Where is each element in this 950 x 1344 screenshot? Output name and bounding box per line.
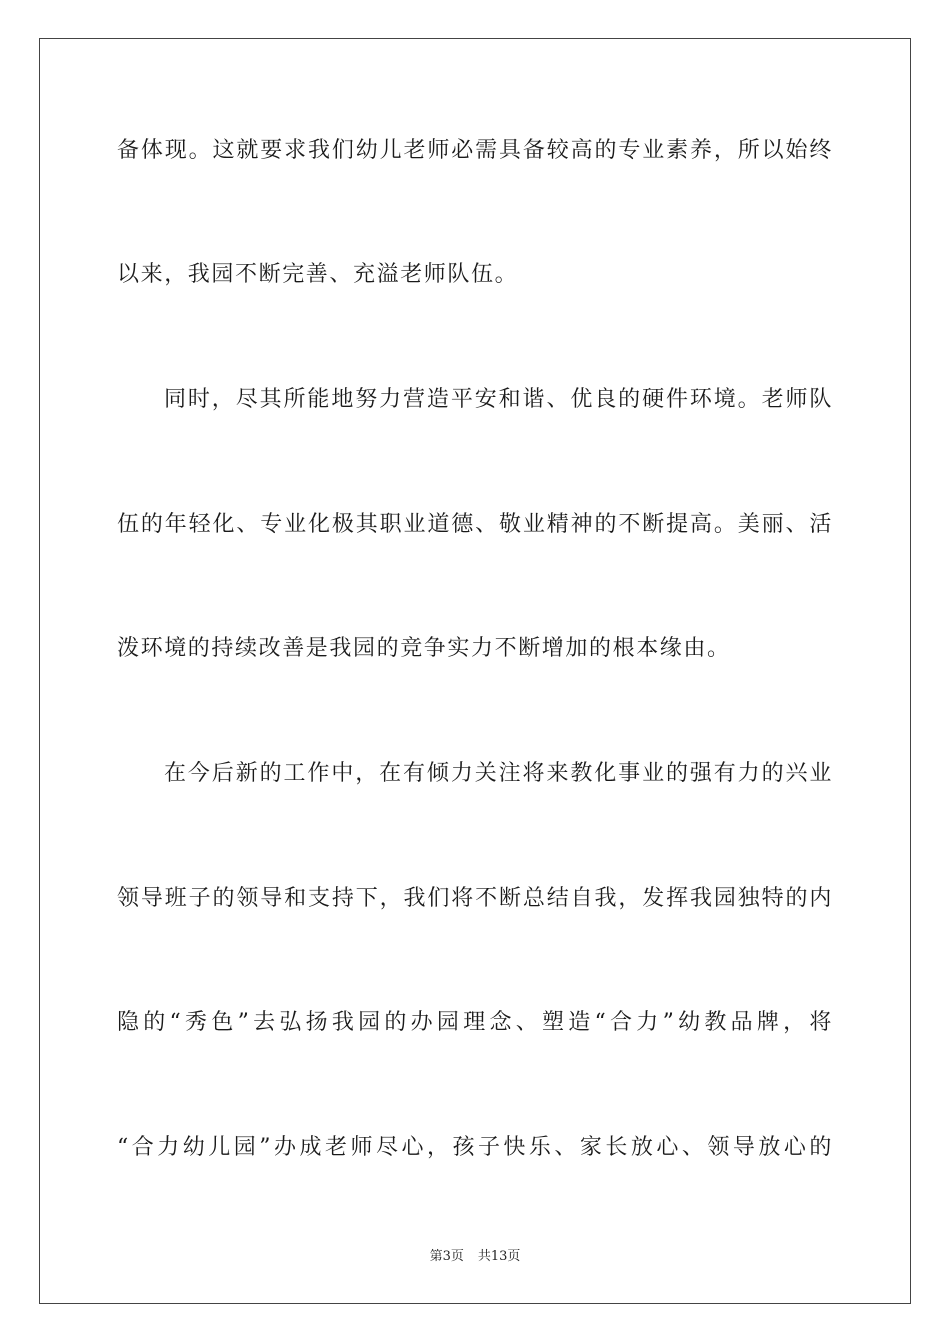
text-line-3: 同时，尽其所能地努力营造平安和谐、优良的硬件环境。老师队 <box>164 387 833 412</box>
text-line-4: 伍的年轻化、专业化极其职业道德、敬业精神的不断提高。美丽、活 <box>117 512 833 537</box>
text-line-2: 以来，我园不断完善、充溢老师队伍。 <box>117 262 519 287</box>
text-line-5: 泼环境的持续改善是我园的竞争实力不断增加的根本缘由。 <box>117 636 731 661</box>
text-line-1: 备体现。这就要求我们幼儿老师必需具备较高的专业素养，所以始终 <box>117 138 833 163</box>
page-footer <box>0 1248 950 1266</box>
text-line-9: “合力幼儿园”办成老师尽心，孩子快乐、家长放心、领导放心的 <box>117 1135 833 1160</box>
page-total: 共13页 <box>477 1249 521 1264</box>
page-border <box>39 38 911 1304</box>
text-line-7: 领导班子的领导和支持下，我们将不断总结自我，发挥我园独特的内 <box>117 886 833 911</box>
text-line-8: 隐的“秀色”去弘扬我园的办园理念、塑造“合力”幼教品牌，将 <box>117 1010 833 1035</box>
text-line-6: 在今后新的工作中，在有倾力关注将来教化事业的强有力的兴业 <box>164 761 833 786</box>
page-number: 第3页 <box>429 1249 464 1264</box>
